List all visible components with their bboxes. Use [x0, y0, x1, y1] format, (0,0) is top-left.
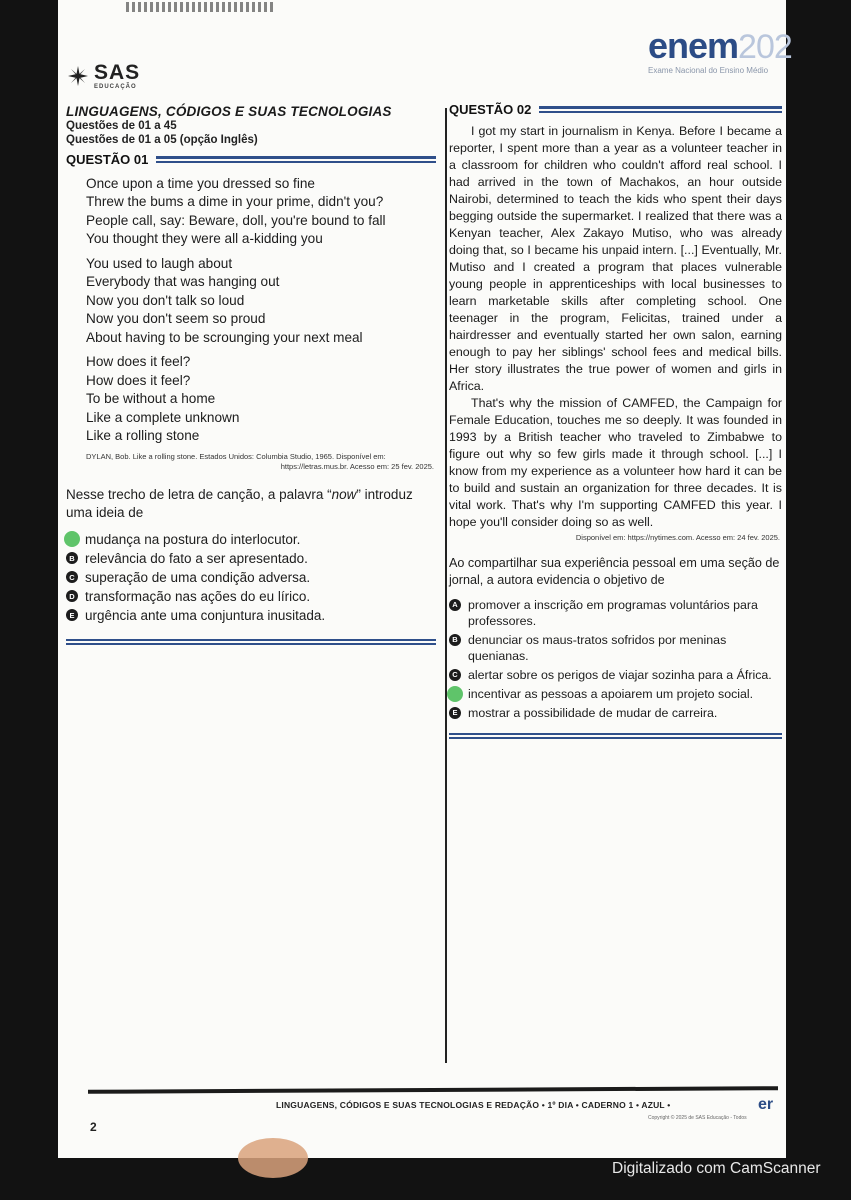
enem-subtitle: Exame Nacional do Ensino Médio: [648, 66, 769, 75]
right-column: [449, 102, 782, 739]
article-text: [449, 123, 782, 531]
column-divider: [445, 108, 447, 1063]
area-questions: Questões de 01 a 45: [66, 120, 177, 132]
question-header-bar: [539, 106, 782, 113]
option-text: mostrar a possibilidade de mudar de carreira.: [468, 706, 718, 720]
question-01-header: [66, 152, 436, 167]
option-letter-bubble: C: [449, 669, 461, 681]
option-letter-bubble: B: [449, 634, 461, 646]
option-letter-bubble: B: [66, 552, 78, 564]
question-02-header: [449, 102, 782, 117]
option-text: urgência ante uma conjuntura inusitada.: [85, 607, 326, 623]
lyrics-line: You used to laugh about: [86, 255, 233, 271]
lyrics-line: Like a complete unknown: [86, 409, 240, 425]
option-text: promover a inscrição em programas voluntários para professores.: [468, 598, 758, 628]
lyrics-line: How does it feel?: [86, 372, 191, 388]
lyrics-line: Now you don't talk so loud: [86, 292, 245, 308]
exam-page: [58, 0, 792, 1158]
lyrics-line: People call, say: Beware, doll, you're bound to fall: [86, 212, 386, 228]
option-text: relevância do fato a ser apresentado.: [85, 550, 308, 566]
answer-option-b: [449, 632, 782, 664]
question-header-bar: [156, 156, 436, 163]
answer-option-a: [449, 597, 782, 629]
answer-option-c: [449, 667, 782, 683]
question-02-options: [449, 597, 782, 721]
option-text: alertar sobre os perigos de viajar sozinha para a África.: [468, 668, 772, 682]
lyrics-line: To be without a home: [86, 391, 216, 407]
option-text: incentivar as pessoas a apoiarem um projeto social.: [468, 687, 754, 701]
option-letter-bubble: C: [66, 571, 78, 583]
enem-year: 202: [738, 28, 792, 66]
lyrics-line: You thought they were all a-kidding you: [86, 231, 323, 247]
answer-option-b: [66, 549, 436, 568]
option-letter-bubble: E: [66, 609, 78, 621]
left-column: [66, 104, 436, 645]
marked-answer-bubble: [447, 686, 463, 702]
answer-option-e: [449, 705, 782, 721]
question-01-options: [66, 530, 436, 625]
sas-brand-sub: EDUCAÇÃO: [94, 84, 137, 90]
question-02-label: QUESTÃO 02: [449, 102, 532, 117]
question-end-rule: [449, 733, 782, 739]
answer-option-d: [449, 686, 782, 702]
sas-star-icon: [66, 64, 90, 88]
footer-text: LINGUAGENS, CÓDIGOS E SUAS TECNOLOGIAS E REDAÇÃO • 1º DIA • CADERNO 1 • AZUL •: [276, 1100, 671, 1110]
enem-logo: [648, 25, 792, 75]
scan-finger-artifact: [238, 1138, 308, 1178]
article-paragraph: I got my start in journalism in Kenya. Before I became a reporter, I spent more than a year as a volunteer teacher in a classroom for children who couldn't afford real school. I had arrived in the town of Machakos, an hour outside Nairobi, determined to teach the kids who spent their days begging outside the supermarket. I realized that there was a Kenyan teacher, Alex Zakayo Mutiso, who was already doing that, so I became his unpaid intern. [...] Eventually, Mr. Mutiso and I created a program that places vulnerable young people in apprenticeships with local businesses to learn marketable skills after completing school. One teenager in the program, Felicitas, trained under a hairdresser and eventually started her own salon, earning enough to pay her siblings' school fees and medical bills. Her story illustrates the true power of women and girls in Africa.: [449, 124, 782, 393]
lyrics-line: How does it feel?: [86, 354, 191, 370]
enem-wordmark: enem: [648, 25, 739, 66]
footer-logo: er: [758, 1096, 774, 1113]
lyrics-line: About having to be scrounging your next meal: [86, 329, 363, 345]
option-letter-bubble: D: [66, 590, 78, 602]
question-01-stem: Nesse trecho de letra de canção, a palavra “now” introduz uma ideia de: [66, 486, 413, 520]
option-letter-bubble: A: [449, 599, 461, 611]
answer-option-a: [66, 530, 436, 549]
option-text: transformação nas ações do eu lírico.: [85, 588, 311, 604]
lyrics-stanza: [86, 175, 436, 249]
scan-artifact: [126, 2, 276, 12]
area-questions-english: Questões de 01 a 05 (opção Inglês): [66, 134, 258, 147]
lyrics-stanza: [86, 255, 436, 348]
sas-logo: [66, 62, 140, 90]
sas-brand: SAS: [94, 61, 141, 84]
article-citation: Disponível em: https://nytimes.com. Acesso em: 24 fev. 2025.: [575, 533, 780, 542]
answer-option-d: [66, 587, 436, 606]
option-text: superação de uma condição adversa.: [85, 569, 311, 585]
lyrics-line: Like a rolling stone: [86, 428, 200, 444]
lyrics-stanza: [86, 353, 436, 446]
answer-option-c: [66, 568, 436, 587]
footer-copyright: Copyright © 2025 de SAS Educação - Todos: [648, 1115, 747, 1121]
page-number: 2: [90, 1120, 97, 1134]
lyrics-line: Now you don't seem so proud: [86, 311, 266, 327]
lyrics-line: Once upon a time you dressed so fine: [86, 175, 315, 191]
lyrics-line: Everybody that was hanging out: [86, 274, 280, 290]
footer-rule: [88, 1086, 778, 1094]
option-text: denunciar os maus-tratos sofridos por meninas quenianas.: [468, 633, 727, 663]
marked-answer-bubble: [64, 531, 80, 547]
question-01-label: QUESTÃO 01: [66, 151, 149, 167]
camscanner-watermark: Digitalizado com CamScanner: [612, 1160, 821, 1177]
question-02-stem: Ao compartilhar sua experiência pessoal em uma seção de jornal, a autora evidencia o objetivo de: [449, 556, 780, 587]
area-title: LINGUAGENS, CÓDIGOS E SUAS TECNOLOGIAS: [66, 104, 392, 119]
option-text: mudança na postura do interlocutor.: [85, 531, 301, 547]
lyrics-line: Threw the bums a dime in your prime, didn't you?: [86, 194, 384, 210]
option-letter-bubble: E: [449, 707, 461, 719]
lyrics-citation: DYLAN, Bob. Like a rolling stone. Estados Unidos: Columbia Studio, 1965. Disponível em:: [86, 451, 386, 461]
question-end-rule: [66, 639, 436, 645]
lyrics-citation-url: https://letras.mus.br. Acesso em: 25 fev. 2025.: [280, 461, 434, 471]
song-lyrics: [66, 175, 436, 446]
article-paragraph: That's why the mission of CAMFED, the Campaign for Female Education, touches me so deeply. It was founded in 1993 by a British teacher who traveled to Zimbabwe to figure out why so few girls made it through school. [...] I know from my experience as a volunteer how hard it can be to build and sustain an organization for three decades. It is vital work. That's why I'm supporting CAMFED this year. I hope you'll consider doing so as well.: [449, 396, 782, 529]
answer-option-e: [66, 606, 436, 625]
